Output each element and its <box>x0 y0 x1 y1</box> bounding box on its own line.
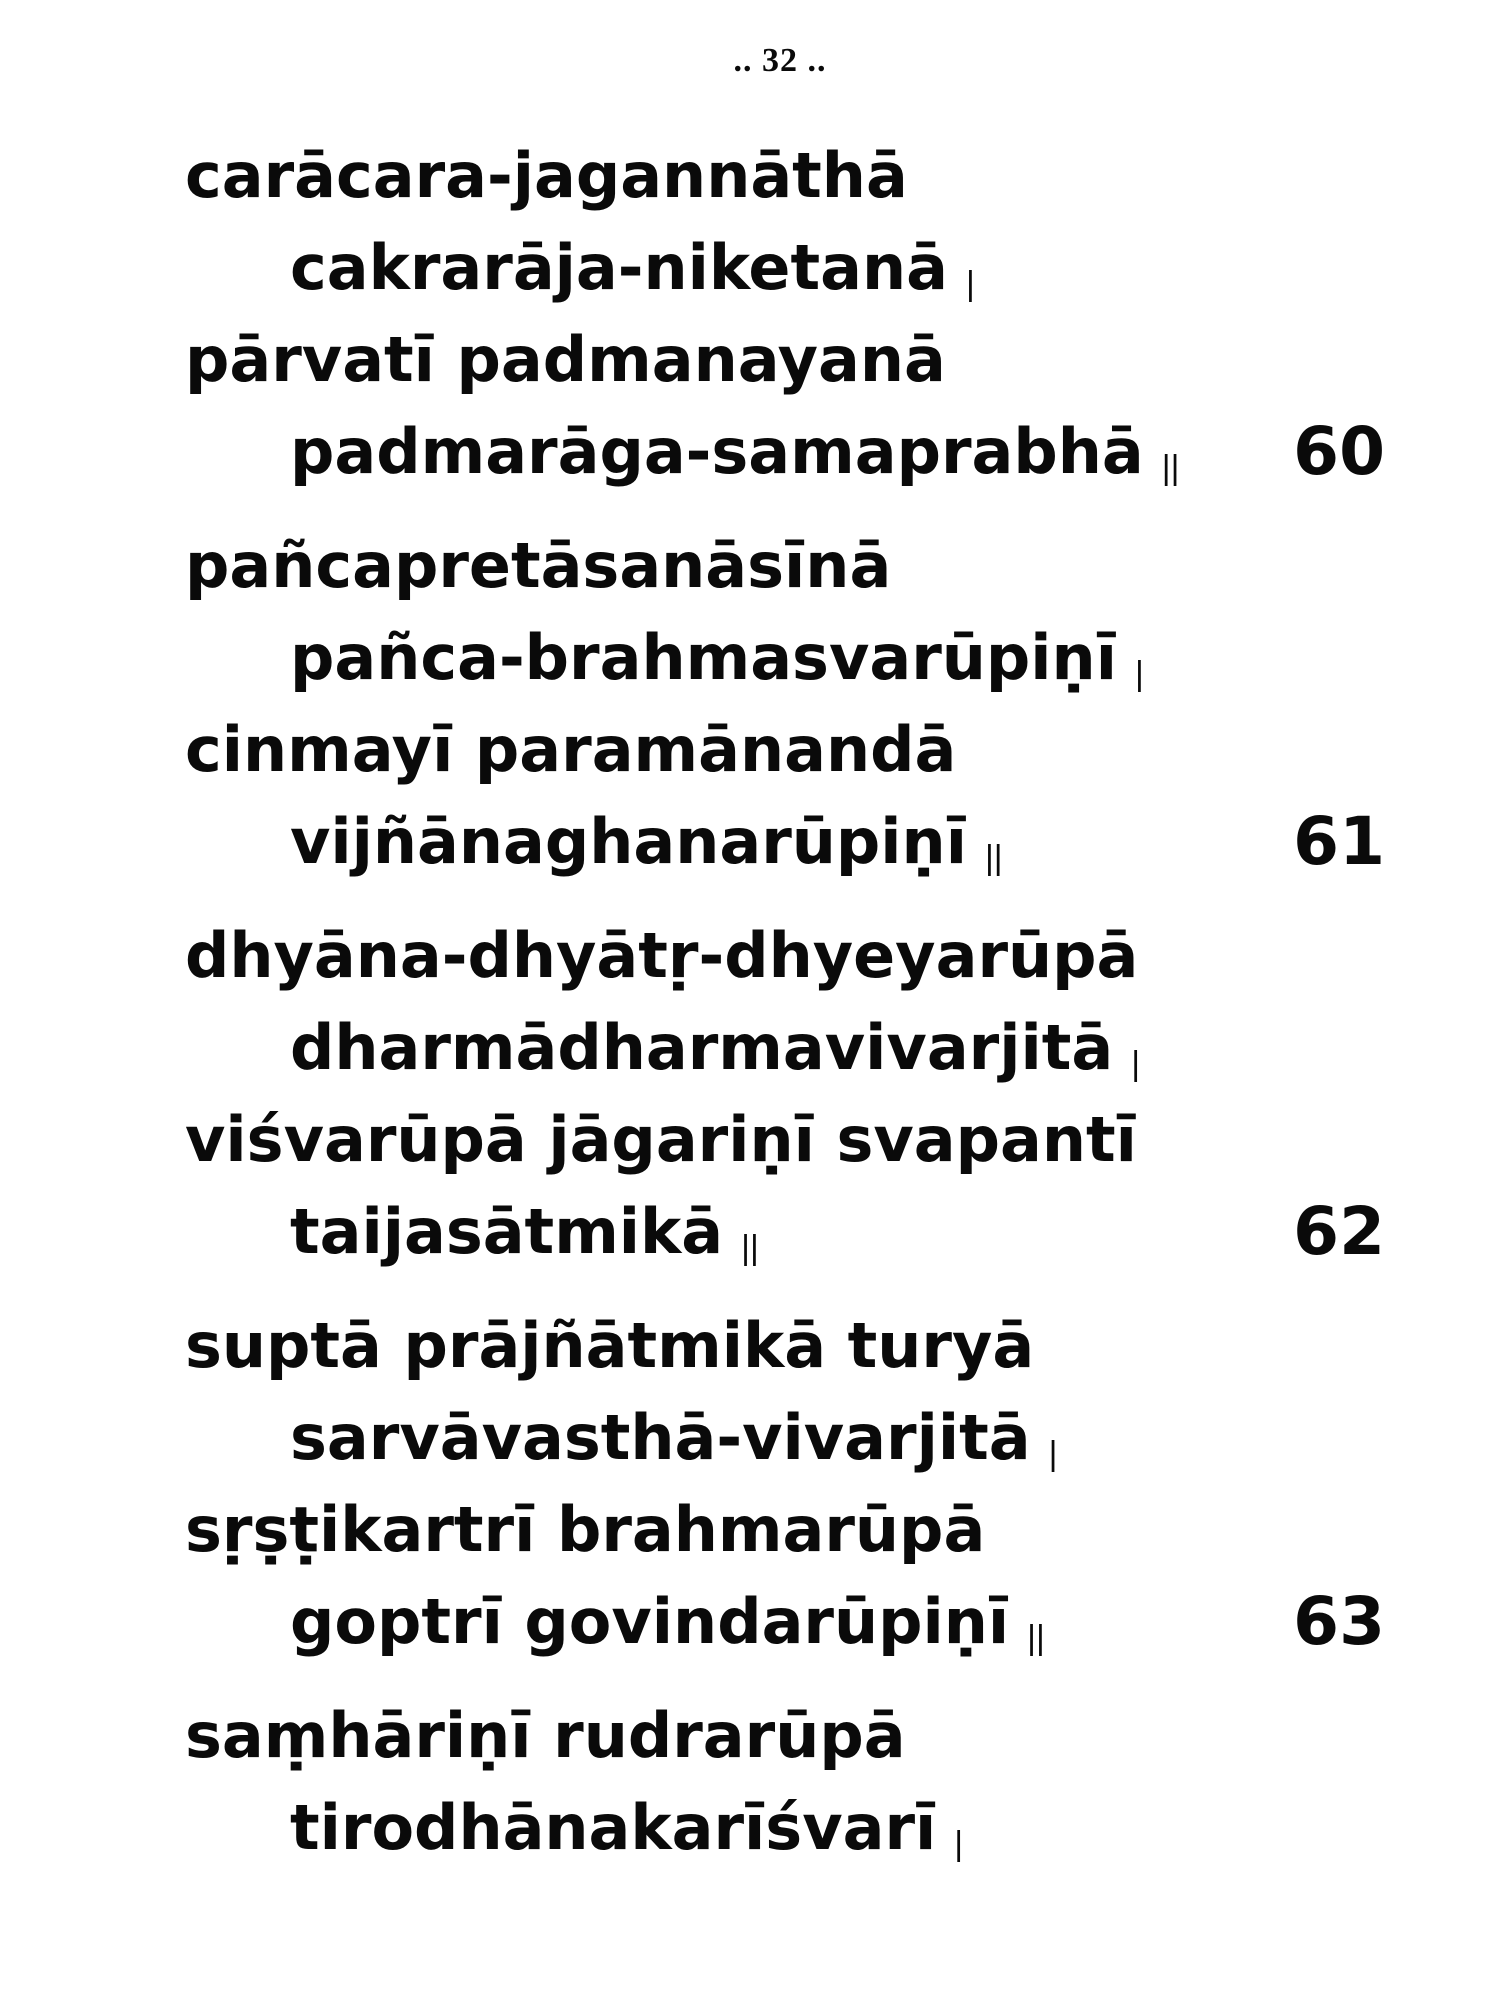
single-danda: | <box>965 265 975 303</box>
single-danda: | <box>1134 655 1144 693</box>
verse-line <box>185 1002 1385 1094</box>
page-number: .. 32 .. <box>733 42 827 79</box>
verse-line <box>185 520 1385 612</box>
double-danda: || <box>1161 449 1180 487</box>
verse-number: 62 <box>1293 1193 1385 1270</box>
verse-62 <box>185 910 1385 1278</box>
verse-number: 61 <box>1293 803 1385 880</box>
verse-64-partial <box>185 1690 1385 1874</box>
verse-line-text: saṃhāriṇī rudrarūpā <box>185 1699 906 1772</box>
verse-line-text: taijasātmikā <box>290 1195 724 1268</box>
verse-line <box>185 796 1385 888</box>
verse-line <box>185 910 1385 1002</box>
verse-line <box>185 1690 1385 1782</box>
verse-line <box>185 1484 1385 1576</box>
verse-60 <box>185 130 1385 498</box>
verse-line-text: padmarāga-samaprabhā <box>290 415 1144 488</box>
verse-list <box>185 130 1385 1896</box>
verse-line-text: tirodhānakarīśvarī <box>290 1791 937 1864</box>
verse-line-text: sarvāvasthā-vivarjitā <box>290 1401 1031 1474</box>
verse-line <box>185 612 1385 704</box>
verse-61 <box>185 520 1385 888</box>
double-danda: || <box>1027 1619 1045 1657</box>
verse-number: 60 <box>1293 413 1385 490</box>
verse-line-text: cinmayī paramānandā <box>185 713 957 786</box>
verse-line <box>185 1782 1385 1874</box>
single-danda: | <box>1131 1045 1141 1083</box>
verse-line <box>185 1576 1385 1668</box>
verse-line-text: pārvatī padmanayanā <box>185 323 946 396</box>
single-danda: | <box>1048 1435 1058 1473</box>
verse-line-text: pañcapretāsanāsīnā <box>185 529 892 602</box>
verse-line <box>185 222 1385 314</box>
verse-line <box>185 1300 1385 1392</box>
verse-line <box>185 1392 1385 1484</box>
verse-line <box>185 406 1385 498</box>
verse-line <box>185 130 1385 222</box>
verse-line-text: dharmādharmavivarjitā <box>290 1011 1114 1084</box>
verse-63 <box>185 1300 1385 1668</box>
single-danda: | <box>954 1825 964 1863</box>
verse-line-text: viśvarūpā jāgariṇī svapantī <box>185 1103 1137 1176</box>
verse-line <box>185 704 1385 796</box>
verse-line-text: carācara-jagannāthā <box>185 139 908 212</box>
verse-line-text: goptrī govindarūpiṇī <box>290 1585 1010 1658</box>
verse-line-text: cakrarāja-niketanā <box>290 231 948 304</box>
double-danda: || <box>741 1229 759 1267</box>
verse-line-text: pañca-brahmasvarūpiṇī <box>290 621 1117 694</box>
verse-line-text: sṛṣṭikartrī brahmarūpā <box>185 1493 986 1566</box>
verse-line-text: suptā prājñātmikā turyā <box>185 1309 1035 1382</box>
verse-line <box>185 314 1385 406</box>
double-danda: || <box>984 839 1003 877</box>
verse-number: 63 <box>1293 1583 1385 1660</box>
verse-line-text: dhyāna-dhyātṛ-dhyeyarūpā <box>185 919 1139 992</box>
verse-line <box>185 1186 1385 1278</box>
verse-line <box>185 1094 1385 1186</box>
verse-line-text: vijñānaghanarūpiṇī <box>290 805 967 878</box>
